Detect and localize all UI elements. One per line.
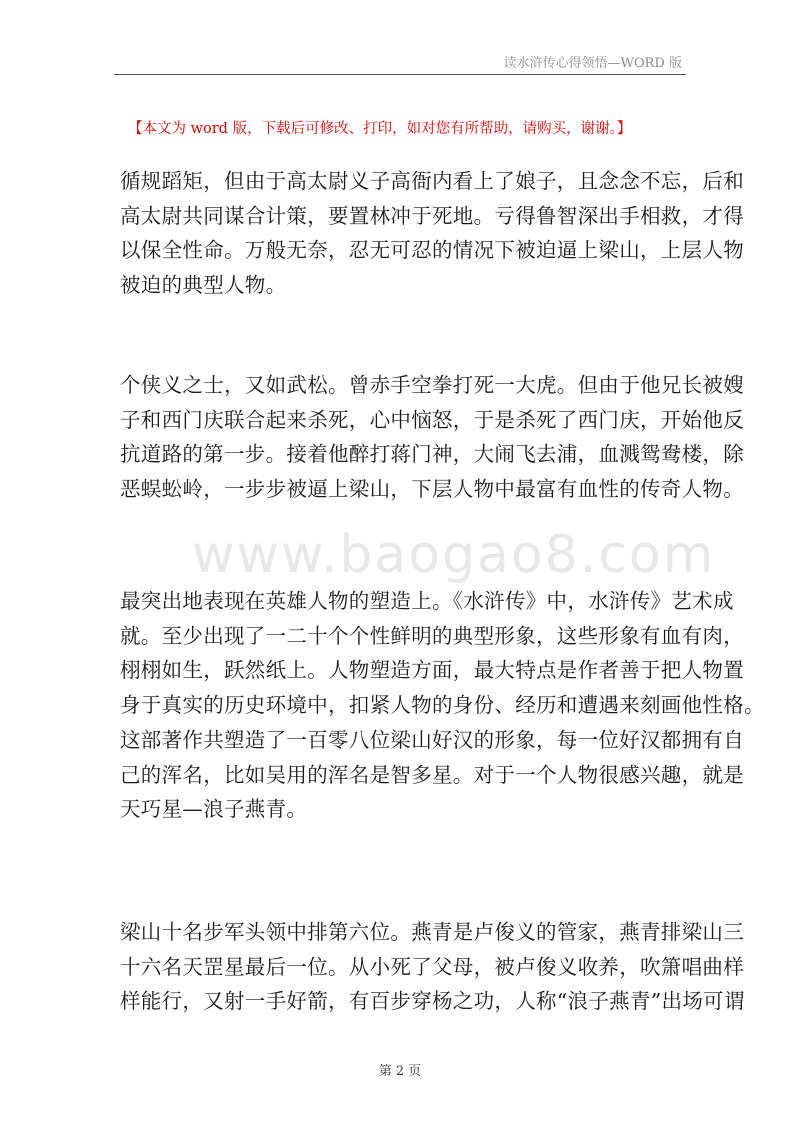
text-line: 子和西门庆联合起来杀死，心中恼怒，于是杀死了西门庆，开始他反 xyxy=(120,407,744,432)
text-line: 身于真实的历史环境中，扣紧人物的身份、经历和遭遇来刻画他性格。 xyxy=(120,693,765,718)
paragraph-4 xyxy=(120,915,745,1019)
text-line: 循规蹈矩，但由于高太尉义子高衙内看上了娘子，且念念不忘，后和 xyxy=(120,169,744,193)
text-line: 这部著作共塑造了一百零八位梁山好汉的形象，每一位好汉都拥有自 xyxy=(120,727,744,752)
paragraph-3 xyxy=(120,584,765,827)
paragraph-2 xyxy=(120,368,744,507)
download-notice: 【本文为 word 版，下载后可修改、打印，如对您有所帮助，请购买，谢谢。】 xyxy=(128,121,632,137)
text-line: 己的浑名，比如吴用的浑名是智多星。对于一个人物很感兴趣，就是 xyxy=(120,762,744,787)
text-line: 样能行，又射一手好箭，有百步穿杨之功，人称“浪子燕青”出场可谓 xyxy=(120,989,745,1014)
text-line: 高太尉共同谋合计策，要置林冲于死地。亏得鲁智深出手相救，才得 xyxy=(120,203,744,228)
text-line: 就。至少出现了一二十个个性鲜明的典型形象，这些形象有血有肉， xyxy=(120,623,744,648)
watermark: www.baogao8.com xyxy=(192,525,716,585)
text-line: 个侠义之士，又如武松。曾赤手空拳打死一大虎。但由于他兄长被嫂 xyxy=(120,373,744,397)
header-divider xyxy=(114,74,686,75)
text-line: 恶蜈蚣岭，一步步被逼上梁山，下层人物中最富有血性的传奇人物。 xyxy=(120,477,744,502)
text-line: 梁山十名步军头领中排第六位。燕青是卢俊义的管家，燕青排梁山三 xyxy=(120,920,744,944)
paragraph-1 xyxy=(120,164,744,303)
page-number: 第 2 页 xyxy=(378,1064,422,1079)
text-line: 抗道路的第一步。接着他醉打蒋门神，大闹飞去浦，血溅鸳鸯楼，除 xyxy=(120,442,744,467)
text-line: 十六名天罡星最后一位。从小死了父母，被卢俊义收养，吹箫唱曲样 xyxy=(120,954,744,979)
text-line: 天巧星—浪子燕青。 xyxy=(120,797,308,822)
text-line: 被迫的典型人物。 xyxy=(120,273,287,298)
text-line: 以保全性命。万般无奈，忍无可忍的情况下被迫逼上梁山，上层人物 xyxy=(120,238,744,263)
document-header-title: 读水浒传心得领悟—WORD 版 xyxy=(503,56,682,71)
text-line: 最突出地表现在英雄人物的塑造上。《水浒传》中，水浒传》艺术成 xyxy=(120,589,734,613)
text-line: 栩栩如生，跃然纸上。人物塑造方面，最大特点是作者善于把人物置 xyxy=(120,658,744,683)
